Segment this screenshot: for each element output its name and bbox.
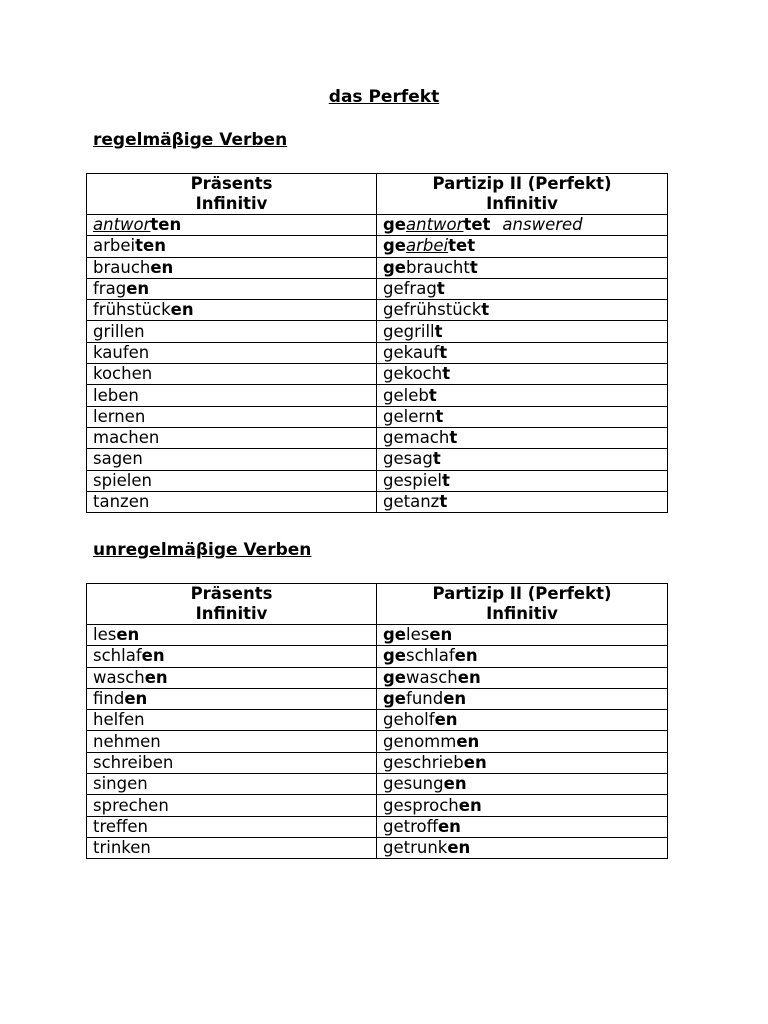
- verb-stem: gelern: [383, 406, 436, 426]
- infinitive-cell: [87, 342, 377, 363]
- verb-stem-highlight: arbei: [406, 236, 449, 256]
- infinitive-cell: [87, 816, 377, 837]
- table-row: [87, 837, 668, 858]
- participle-cell: [377, 385, 668, 406]
- verb-ending: t: [481, 300, 490, 320]
- participle-cell: [377, 731, 668, 752]
- verb-ending: en: [124, 689, 148, 709]
- table-row: [87, 667, 668, 688]
- infinitive-cell: [87, 667, 377, 688]
- page-title: das Perfekt: [328, 87, 440, 107]
- verb-stem: brauch: [93, 257, 151, 277]
- verb-stem: treffen: [93, 816, 149, 836]
- verb-stem: frag: [93, 279, 127, 299]
- table-row: [87, 278, 668, 299]
- verb-stem: singen: [93, 774, 148, 794]
- verb-ending: en: [144, 667, 168, 687]
- verb-ending: ge: [383, 646, 407, 666]
- header-participle: [377, 174, 668, 215]
- verb-ending: t: [442, 364, 451, 384]
- table-row: [87, 774, 668, 795]
- verb-ending: ge: [383, 236, 407, 256]
- infinitive-cell: [87, 385, 377, 406]
- verb-stem: gefrühstück: [383, 300, 482, 320]
- verb-stem: les: [406, 625, 430, 645]
- verb-ending: tet: [448, 236, 476, 256]
- participle-cell: [377, 795, 668, 816]
- table-row: [87, 625, 668, 646]
- table-row: [87, 688, 668, 709]
- verb-stem: schreiben: [93, 752, 174, 772]
- verb-stem: schlaf: [406, 646, 455, 666]
- verb-stem: wasch: [93, 667, 145, 687]
- verb-ending: t: [432, 449, 441, 469]
- infinitive-cell: [87, 795, 377, 816]
- table-header-row: [87, 584, 668, 625]
- verb-ending: en: [434, 710, 458, 730]
- verb-ending: t: [435, 406, 444, 426]
- verb-ending: en: [456, 731, 480, 751]
- verb-ending: en: [463, 752, 487, 772]
- infinitive-cell: [87, 257, 377, 278]
- verb-stem: getrunk: [383, 838, 448, 858]
- regular-verbs-table: [86, 173, 668, 513]
- table-row: [87, 427, 668, 448]
- participle-cell: [377, 449, 668, 470]
- table-row: [87, 300, 668, 321]
- participle-cell: [377, 837, 668, 858]
- participle-cell: [377, 406, 668, 427]
- verb-stem: gefrag: [383, 279, 437, 299]
- participle-cell: [377, 300, 668, 321]
- infinitive-cell: [87, 321, 377, 342]
- verb-ending: ge: [383, 689, 407, 709]
- participle-cell: [377, 257, 668, 278]
- verb-stem: getroff: [383, 816, 438, 836]
- verb-ending: ten: [150, 215, 182, 235]
- verb-ending: tet: [463, 215, 491, 235]
- verb-stem: gegrill: [383, 321, 435, 341]
- verb-ending: en: [447, 838, 471, 858]
- verb-stem: wasch: [406, 667, 458, 687]
- participle-cell: [377, 752, 668, 773]
- infinitive-cell: [87, 625, 377, 646]
- translation-note: answered: [502, 215, 583, 235]
- verb-stem: geschrieb: [383, 752, 464, 772]
- verb-stem: frühstück: [93, 300, 171, 320]
- verb-ending: en: [116, 625, 140, 645]
- participle-cell: [377, 215, 668, 236]
- verb-ending: ge: [383, 215, 407, 235]
- infinitive-cell: [87, 427, 377, 448]
- table-row: [87, 257, 668, 278]
- verb-stem: grillen: [93, 321, 145, 341]
- table-row: [87, 342, 668, 363]
- section-heading-irregular: unregelmäβige Verben: [93, 540, 312, 560]
- verb-ending: en: [170, 300, 194, 320]
- participle-cell: [377, 427, 668, 448]
- header-participle: [377, 584, 668, 625]
- verb-stem: trinken: [93, 838, 151, 858]
- verb-ending: t: [434, 321, 443, 341]
- verb-stem: arbei: [93, 236, 136, 256]
- table-row: [87, 795, 668, 816]
- infinitive-cell: [87, 646, 377, 667]
- infinitive-cell: [87, 837, 377, 858]
- verb-ending: t: [428, 385, 437, 405]
- verb-ending: en: [141, 646, 165, 666]
- infinitive-cell: [87, 731, 377, 752]
- verb-ending: en: [443, 689, 467, 709]
- verb-stem: gemach: [383, 428, 450, 448]
- verb-stem: geholf: [383, 710, 435, 730]
- header-line: Infinitiv: [195, 194, 268, 213]
- verb-stem: fund: [406, 689, 444, 709]
- verb-stem: gesproch: [383, 795, 459, 815]
- participle-cell: [377, 667, 668, 688]
- table-row: [87, 491, 668, 512]
- infinitive-cell: [87, 449, 377, 470]
- verb-ending: en: [454, 646, 478, 666]
- table-row: [87, 364, 668, 385]
- verb-ending: en: [458, 795, 482, 815]
- section-heading-regular: regelmäβige Verben: [93, 130, 288, 150]
- verb-ending: t: [449, 428, 458, 448]
- participle-cell: [377, 342, 668, 363]
- header-line: Partizip II (Perfekt): [432, 584, 612, 603]
- participle-cell: [377, 710, 668, 731]
- header-infinitive: [87, 584, 377, 625]
- verb-ending: ge: [383, 257, 407, 277]
- header-line: Präsents: [190, 584, 273, 603]
- verb-stem: gesung: [383, 774, 444, 794]
- participle-cell: [377, 236, 668, 257]
- infinitive-cell: [87, 215, 377, 236]
- header-line: Partizip II (Perfekt): [432, 174, 612, 193]
- infinitive-cell: [87, 470, 377, 491]
- verb-ending: en: [126, 279, 150, 299]
- verb-stem: sprechen: [93, 795, 169, 815]
- participle-cell: [377, 625, 668, 646]
- table-row: [87, 215, 668, 236]
- infinitive-cell: [87, 406, 377, 427]
- table-row: [87, 470, 668, 491]
- participle-cell: [377, 816, 668, 837]
- verb-stem-highlight: antwor: [406, 215, 464, 235]
- infinitive-cell: [87, 236, 377, 257]
- infinitive-cell: [87, 752, 377, 773]
- header-line: Infinitiv: [195, 604, 268, 623]
- participle-cell: [377, 278, 668, 299]
- verb-ending: ge: [383, 625, 407, 645]
- verb-stem: gesag: [383, 449, 433, 469]
- table-row: [87, 385, 668, 406]
- verb-stem: schlaf: [93, 646, 142, 666]
- table-row: [87, 710, 668, 731]
- header-line: Präsents: [190, 174, 273, 193]
- header-line: Infinitiv: [486, 194, 558, 213]
- irregular-verbs-table: [86, 583, 668, 859]
- participle-cell: [377, 688, 668, 709]
- participle-cell: [377, 774, 668, 795]
- verb-ending: en: [443, 774, 467, 794]
- verb-stem-highlight: antwor: [93, 215, 151, 235]
- verb-ending: en: [457, 667, 481, 687]
- verb-ending: ge: [383, 667, 407, 687]
- verb-stem: kaufen: [93, 342, 150, 362]
- verb-stem: genomm: [383, 731, 457, 751]
- table-row: [87, 752, 668, 773]
- infinitive-cell: [87, 774, 377, 795]
- verb-stem: gespiel: [383, 470, 443, 490]
- verb-ending: t: [442, 470, 450, 490]
- table-body: [87, 215, 668, 513]
- verb-stem: helfen: [93, 710, 145, 730]
- verb-ending: t: [436, 279, 445, 299]
- verb-ending: en: [429, 625, 453, 645]
- participle-cell: [377, 321, 668, 342]
- infinitive-cell: [87, 300, 377, 321]
- verb-ending: en: [150, 257, 174, 277]
- table-header-row: [87, 174, 668, 215]
- verb-ending: t: [439, 492, 448, 511]
- verb-stem: sagen: [93, 449, 143, 469]
- verb-stem: nehmen: [93, 731, 161, 751]
- table-body: [87, 625, 668, 859]
- participle-cell: [377, 491, 668, 512]
- verb-stem: tanzen: [93, 492, 150, 511]
- infinitive-cell: [87, 688, 377, 709]
- infinitive-cell: [87, 278, 377, 299]
- verb-ending: t: [439, 342, 448, 362]
- verb-stem: braucht: [406, 257, 470, 277]
- table-row: [87, 321, 668, 342]
- participle-cell: [377, 646, 668, 667]
- table-row: [87, 816, 668, 837]
- verb-stem: spielen: [93, 470, 152, 490]
- verb-ending: ten: [135, 236, 166, 256]
- table-row: [87, 731, 668, 752]
- verb-stem: lernen: [93, 406, 146, 426]
- participle-cell: [377, 470, 668, 491]
- table-row: [87, 236, 668, 257]
- infinitive-cell: [87, 364, 377, 385]
- verb-stem: leben: [93, 385, 139, 405]
- verb-stem: gekoch: [383, 364, 443, 384]
- verb-stem: machen: [93, 428, 160, 448]
- participle-cell: [377, 364, 668, 385]
- table-row: [87, 646, 668, 667]
- table-row: [87, 449, 668, 470]
- infinitive-cell: [87, 491, 377, 512]
- verb-stem: les: [93, 625, 117, 645]
- verb-stem: getanz: [383, 492, 440, 511]
- table-row: [87, 406, 668, 427]
- verb-stem: gekauf: [383, 342, 440, 362]
- verb-stem: kochen: [93, 364, 153, 384]
- verb-ending: t: [469, 257, 478, 277]
- verb-ending: en: [437, 816, 461, 836]
- verb-stem: geleb: [383, 385, 429, 405]
- header-infinitive: [87, 174, 377, 215]
- infinitive-cell: [87, 710, 377, 731]
- verb-stem: find: [93, 689, 125, 709]
- header-line: Infinitiv: [486, 604, 558, 623]
